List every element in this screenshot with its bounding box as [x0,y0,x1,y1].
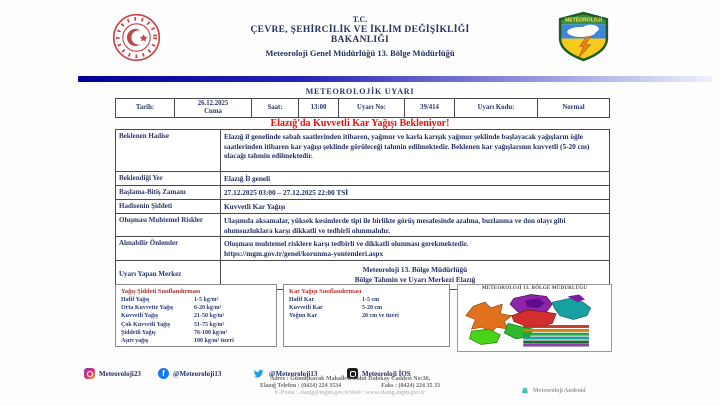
email-web-line [115,387,586,397]
map-legend [523,325,588,346]
row-value: Oluşması muhtemel risklere karşı tedbirli ve dikkatli olunması gerekmektedir. https://mgm.gov.tr/genel/korunma-yontemleri.aspx [221,237,610,260]
contact-block [115,376,585,397]
phone-fax-line [115,383,585,390]
row-label: Beklenen Hadise [116,130,221,172]
table-row: Kuvvetli Yağış 21-50 kg/m² [121,313,225,320]
row-value: 27.12.2025 03:00 – 27.12.2025 22:00 TSİ [221,186,610,200]
ios-app-label: Meteoroloji İOS [362,369,411,378]
bulletin-title: METEOROLOJİK UYARI [305,87,415,96]
fax: Faks : (0424) 224 35 33 [381,383,440,389]
region-map [460,291,609,348]
row-label: Hadisenin Şiddeti [116,200,221,214]
ministry-name-line1: ÇEVRE, ŞEHİRCİLİK VE İKLİM DEĞİŞİKLİĞİ [250,25,470,35]
header-title-block [160,15,560,58]
detail-row-start-end [116,186,610,200]
address-line: Adres : Gümüşkavak Mahallesi Cahit Dalokay Caddesi No:36, [269,376,431,382]
instagram-icon [84,368,95,379]
row-label: Oluşması Muhtemel Riskler [116,214,221,237]
twitter-handle: @Meteoroloji13 [269,369,318,378]
date-value: 26.12.2025 Cuma [174,99,251,117]
table-row: Yoğun Kar 20 cm ve üzeri [289,313,399,320]
table-row: Hafif Kar 1-5 cm [289,297,380,303]
row-value: Meteoroloji 13. Bölge Müdürlüğü Bölge Tahmin ve Uyarı Merkezi Elazığ [221,260,610,289]
android-app-label: Meteoroloji Android [533,387,586,394]
row-value: Elazığ İl geneli [221,172,610,186]
facebook-handle: @Meteoroloji13 [173,369,222,378]
warning-info-strip [115,98,610,118]
phone: Elazığ Telefon : (0424) 224 3534 [259,383,342,389]
rain-intensity-table [115,284,277,347]
date-label: Tarih: [135,104,155,112]
meteoroloji-shield-icon [556,11,611,62]
time-value: 13:00 [298,99,338,117]
warning-code-label: Uyarı Kodu: [454,99,537,117]
row-value: Kuvvetli Kar Yağışı [221,200,610,214]
classification-section [115,284,612,352]
android-app-link[interactable] [521,387,586,394]
tc-government-emblem-icon [112,13,161,62]
android-icon [521,387,529,394]
row-label: Başlama-Bitiş Zamanı [116,186,221,200]
table-row: Aşırı yağış 100 kg/m² üzeri [121,338,234,345]
warning-no-value: 39/414 [404,99,454,117]
row-label: Alınabilir Önlemler [116,237,221,260]
warning-code-value: Normal [537,99,609,117]
detail-row-expected-place [116,172,610,186]
table-row: Hafif Yağış 1-5 kg/m² [121,297,219,303]
rain-table-title: Yağış Şiddeti Sınıflandırması [121,288,201,295]
protection-methods-link[interactable]: https://mgm.gov.tr/genel/korunma-yontemleri.aspx [224,248,384,258]
row-value: Ulaşımda aksamalar, yüksek kesimlerde tipi ile birlikte görüş mesafesinde azalma, buzlanma ve don olayı gibi olumsuzluklara karşı dikkatli ve tedbirli olunmalıdır. [221,214,610,237]
department-name: Meteoroloji Genel Müdürlüğü 13. Bölge Müdürlüğü [265,48,455,58]
warning-no-label: Uyarı No: [338,99,404,117]
row-label: Beklendiği Yer [116,172,221,186]
detail-row-severity [116,200,610,214]
tc-label: T.C. [352,15,368,24]
snow-intensity-table [283,284,450,347]
table-row: Kuvvetli Kar 5-20 cm [289,305,383,312]
snow-table-title: Kar Yağışı Sınıflandırması [289,288,362,295]
table-row: Orta Kuvvette Yağış 6-20 kg/m² [121,305,222,312]
detail-row-risks [116,214,610,237]
shield-wordmark: METEOROLOJİ [565,17,602,24]
detail-row-precautions [116,237,610,260]
ministry-name-line2: BAKANLIĞI [330,35,390,45]
web: Web : www.elazig.mgm.gov.tr [349,390,426,396]
alert-banner: Elazığ'da Kuvvetli Kar Yağışı Bekleniyor! [270,118,450,129]
row-label: Uyarı Yapan Merkez [116,260,221,289]
table-row: Çok Kuvvetli Yağış 51-75 kg/m² [121,321,225,328]
row-value: Elazığ il genelinde sabah saatlerinden itibaren, yağmur ve karla karışık yağmur şeklinde başlayacak yağışların öğle saatlerinden itibaren kar yağışı şeklinde görüleceği tahmin edilmektedir. Beklenen kar yağışlarının kuvvetli (5-20 cm) olacağı tahmin edilmektedir. [221,130,610,172]
detail-row-expected-event [116,130,610,172]
instagram-handle: Meteoroloji23 [99,369,141,378]
time-label: Saat: [251,99,298,117]
table-row: Şiddetli Yağış 76-100 kg/m² [121,329,228,336]
email: E-Posta : elazig@mgm.gov.tr [274,390,350,396]
header-divider-bar [78,76,712,82]
region-map-panel [457,284,612,352]
warning-details-table [115,129,610,290]
region-map-title: METEOROLOJİ 13. BÖLGE MÜDÜRLÜĞÜ [481,286,588,291]
